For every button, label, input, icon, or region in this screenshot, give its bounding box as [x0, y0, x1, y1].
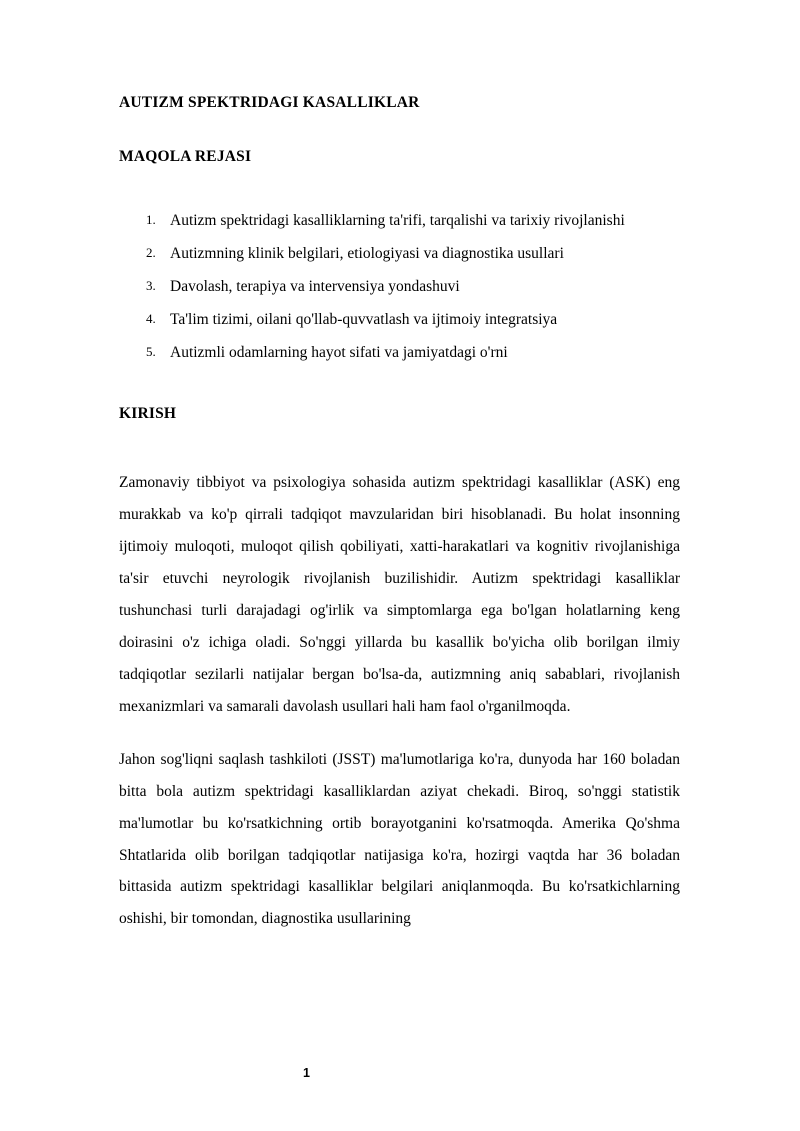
list-item-label: Autizm spektridagi kasalliklarning ta'rifi, tarqalishi va tarixiy rivojlanishi: [170, 212, 625, 230]
section-heading-intro: KIRISH: [119, 405, 177, 423]
page-number-footer: 1: [303, 1066, 310, 1080]
spacer: [119, 370, 680, 404]
list-item-number: 2.: [146, 245, 156, 261]
list-item: [119, 205, 680, 236]
spacer: [119, 113, 680, 147]
list-item-label: Davolash, terapiya va intervensiya yondashuvi: [170, 278, 460, 296]
list-item-number: 3.: [146, 278, 156, 294]
list-item-label: Autizmning klinik belgilari, etiologiyasi va diagnostika usullari: [170, 245, 564, 263]
list-item: [119, 304, 680, 335]
list-item: [119, 271, 680, 302]
list-item-label: Ta'lim tizimi, oilani qo'llab-quvvatlash va ijtimoiy integratsiya: [170, 311, 558, 329]
document-content: [119, 93, 680, 935]
list-item-label: Autizmli odamlarning hayot sifati va jamiyatdagi o'rni: [170, 344, 508, 362]
spacer: [119, 424, 680, 467]
body-paragraph: Zamonaviy tibbiyot va psixologiya sohasida autizm spektridagi kasalliklar (ASK) eng murakkab va ko'p qirrali tadqiqot mavzularidan biri hisoblanadi. Bu holat insonning ijtimoiy muloqoti, muloqot qilish qobiliyati, xatti-harakatlari va kognitiv rivojlanishiga ta'sir etuvchi neyrologik rivojlanish buzilishidir. Autizm spektridagi kasalliklar tushunchasi turli darajadagi og'irlik va simptomlarga ega bo'lgan holatlarning keng doirasini o'z ichiga oladi. So'nggi yillarda bu kasallik bo'yicha olib borilgan ilmiy tadqiqotlar sezilarli natijalar bergan bo'lsa-da, autizmning aniq sabablari, rivojlanish mexanizmlari va samarali davolash usullari hali ham faol o'rganilmoqda.: [119, 474, 680, 715]
list-item-number: 5.: [146, 344, 156, 360]
spacer: [119, 167, 680, 205]
page-title: AUTIZM SPEKTRIDAGI KASALLIKLAR: [119, 94, 420, 111]
body-paragraph: Jahon sog'liqni saqlash tashkiloti (JSST) ma'lumotlariga ko'ra, dunyoda har 160 boladan bitta bola autizm spektridagi kasalliklardan aziyat chekadi. Biroq, so'nggi statistik ma'lumotlar bu ko'rsatkichning ortib borayotganini ko'rsatmoqda. Amerika Qo'shma Shtatlarida olib borilgan tadqiqotlar natijasiga ko'ra, hozirgi vaqtda har 36 boladan bittasida autizm spektridagi kasalliklar belgilari aniqlanmoqda. Bu ko'rsatkichlarning oshishi, bir tomondan, diagnostika usullarining: [119, 750, 680, 928]
list-item-number: 4.: [146, 311, 156, 327]
article-plan-list: [119, 205, 680, 368]
section-heading-plan: MAQOLA REJASI: [119, 148, 252, 166]
list-item: [119, 238, 680, 269]
list-item-number: 1.: [146, 212, 156, 228]
list-item: [119, 337, 680, 368]
